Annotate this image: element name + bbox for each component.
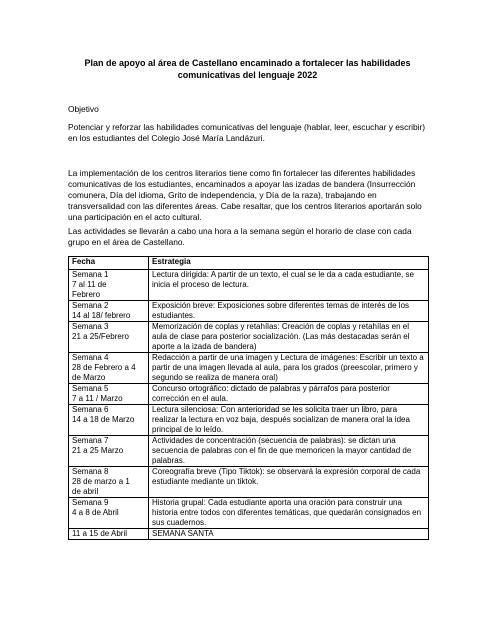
- fecha-line: Semana 7: [72, 436, 109, 445]
- fecha-line: Febrero: [72, 290, 101, 299]
- fecha-line: Semana 3: [72, 322, 109, 331]
- estrategia-cell: Concurso ortográfico: dictado de palabras y párrafos para posterior corrección en el aula.: [149, 384, 429, 405]
- objective-heading: Objetivo: [68, 104, 99, 114]
- title-line-1: Plan de apoyo al área de Castellano encaminado a fortalecer las habilidades: [84, 58, 411, 68]
- header-estrategia: Estrategia: [149, 257, 429, 270]
- schedule-paragraph: Las actividades se llevarán a cabo una hora a la semana según el horario de clase con cada grupo en el área de Castellano.: [68, 226, 412, 247]
- fecha-line: Semana 9: [72, 498, 109, 507]
- fecha-line: Semana 5: [72, 384, 109, 393]
- table-row: [69, 270, 429, 301]
- fecha-line: 28 de marzo a 1: [72, 477, 130, 486]
- fecha-line: de Marzo: [72, 373, 106, 382]
- header-fecha: Fecha: [69, 257, 149, 270]
- fecha-cell: [69, 353, 149, 384]
- fecha-line: 21 a 25 Marzo: [72, 446, 124, 455]
- activities-table: [68, 256, 429, 540]
- table-body: [69, 270, 429, 540]
- table-row: [69, 405, 429, 436]
- fecha-line: Semana 4: [72, 353, 109, 362]
- table-header-row: [69, 257, 429, 270]
- fecha-cell: [69, 322, 149, 353]
- fecha-line: 14 al 18/ febrero: [72, 311, 131, 320]
- fecha-line: 4 a 8 de Abril: [72, 508, 119, 517]
- table-row: [69, 301, 429, 322]
- estrategia-cell: SEMANA SANTA: [149, 529, 429, 540]
- fecha-line: Semana 1: [72, 270, 109, 279]
- fecha-cell: [69, 384, 149, 405]
- fecha-cell: [69, 270, 149, 301]
- estrategia-cell: Coreografía breve (Tipo Tiktok): se observará la expresión corporal de cada estudiante mediante un tiktok.: [149, 467, 429, 498]
- estrategia-cell: Memorización de coplas y retahílas: Creación de coplas y retahílas en el aula de clase para posterior socialización. (Las más destacadas serán el aporte a la izada de bandera): [149, 322, 429, 353]
- fecha-cell: [69, 436, 149, 467]
- estrategia-cell: Lectura dirigida: A partir de un texto, el cual se le da a cada estudiante, se inicia el proceso de lectura.: [149, 270, 429, 301]
- title-line-2: comunicativas del lenguaje 2022: [177, 70, 318, 80]
- fecha-cell: [69, 405, 149, 436]
- table-row: [69, 384, 429, 405]
- fecha-line: 14 a 18 de Marzo: [72, 415, 135, 424]
- table-row: [69, 529, 429, 540]
- table-row: [69, 322, 429, 353]
- fecha-cell: [69, 529, 149, 540]
- document-title: [60, 57, 435, 81]
- fecha-line: 7 al 11 de: [72, 280, 107, 289]
- implementation-paragraph: La implementación de los centros literarios tiene como fin fortalecer las diferentes habilidades comunicativas de los estudiantes, encaminados a apoyar las izadas de bandera (Insurrección comunera, Día del idioma, Grito de independencia, y Día de la raza), trabajando en transversalidad con las diferentes áreas. Cabe resaltar, que los centros literarios aportarán solo una participación en el acto cultural.: [68, 168, 422, 222]
- fecha-line: 21 a 25/Febrero: [72, 332, 129, 341]
- table-row: [69, 436, 429, 467]
- fecha-line: Semana 6: [72, 405, 109, 414]
- estrategia-cell: Lectura silenciosa: Con anterioridad se les solicita traer un libro, para realizar la lectura en voz baja, después socializan de manera oral la idea principal de lo leído.: [149, 405, 429, 436]
- estrategia-cell: Historia grupal: Cada estudiante aporta una oración para construir una historia entre todos con diferentes temáticas, que quedarán consignados en sus cuadernos.: [149, 498, 429, 529]
- fecha-cell: [69, 301, 149, 322]
- objective-paragraph: Potenciar y reforzar las habilidades comunicativas del lenguaje (hablar, leer, escuchar y escribir) en los estudiantes del Colegio José María Landázuri.: [68, 122, 426, 143]
- fecha-cell: [69, 467, 149, 498]
- fecha-line: 28 de Febrero a 4: [72, 363, 136, 372]
- estrategia-cell: Actividades de concentración (secuencia de palabras): se dictan una secuencia de palabras con el fin de que memoricen la mayor cantidad de palabras.: [149, 436, 429, 467]
- fecha-line: de abril: [72, 487, 99, 496]
- table-row: [69, 498, 429, 529]
- fecha-line: 11 a 15 de Abril: [72, 529, 128, 538]
- fecha-line: Semana 8: [72, 467, 109, 476]
- fecha-line: 7 a 11 / Marzo: [72, 394, 123, 403]
- estrategia-cell: Exposición breve: Exposiciones sobre diferentes temas de interés de los estudiantes.: [149, 301, 429, 322]
- table-row: [69, 467, 429, 498]
- fecha-cell: [69, 498, 149, 529]
- fecha-line: Semana 2: [72, 301, 109, 310]
- table-row: [69, 353, 429, 384]
- estrategia-cell: Redacción a partir de una imagen y Lectura de imágenes: Escribir un texto a partir de una imagen llevada al aula, para los grados (preescolar, primero y segundo se realiza de manera oral): [149, 353, 429, 384]
